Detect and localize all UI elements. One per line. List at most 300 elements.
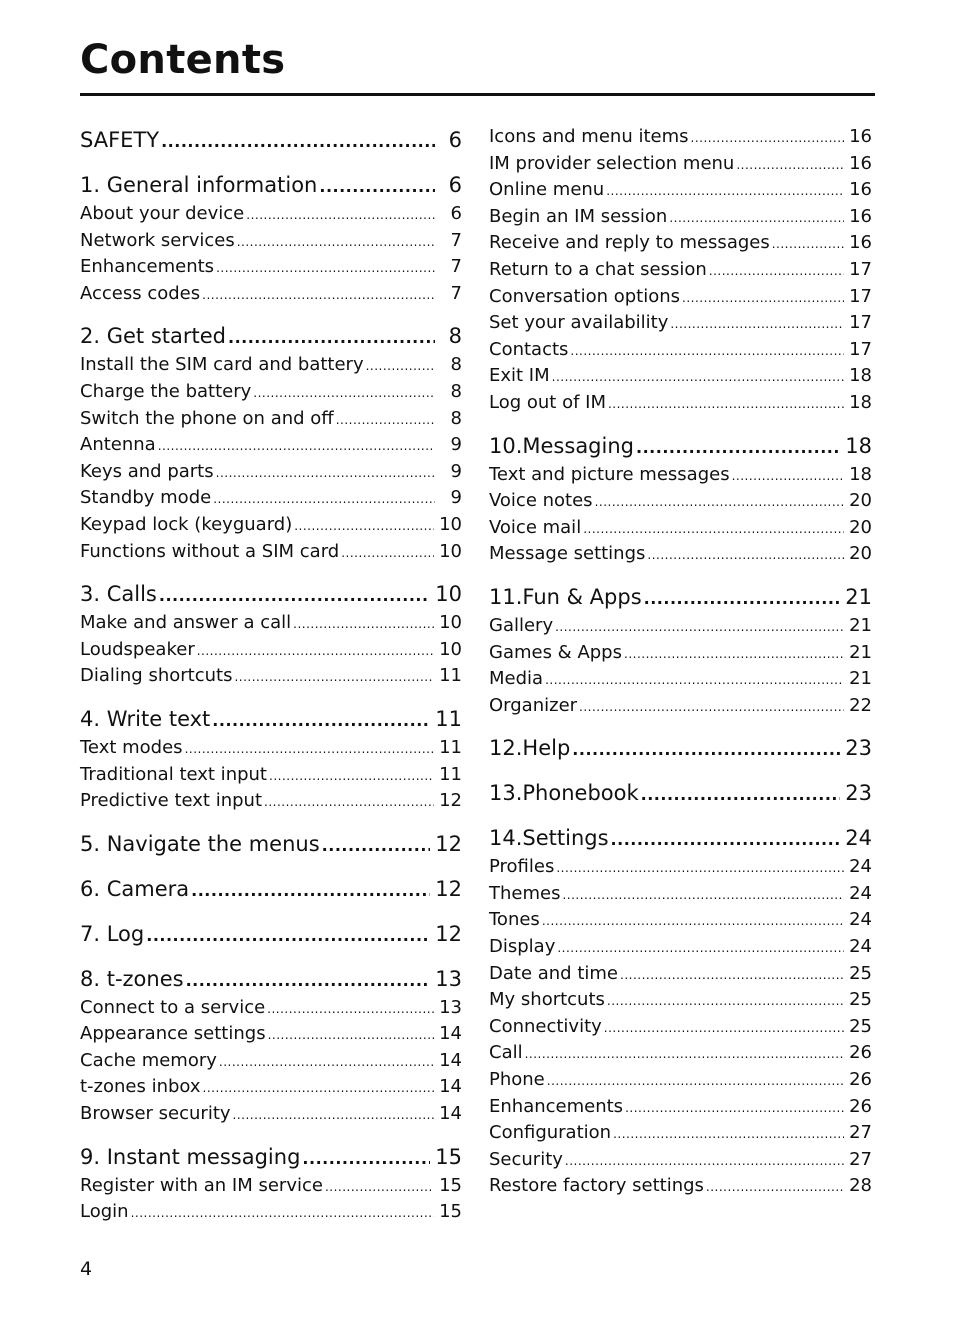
dot-leader	[197, 638, 434, 665]
toc-entry-page: 26	[849, 1069, 872, 1091]
toc-entry-install-the-sim-card-and-battery[interactable]	[80, 352, 462, 379]
toc-entry-label: Install the SIM card and battery	[80, 354, 364, 376]
toc-entry-label: Set your availability	[489, 312, 669, 334]
toc-entry-page: 14	[439, 1049, 462, 1071]
toc-entry-page: 16	[849, 126, 872, 147]
toc-entry-organizer[interactable]	[489, 693, 872, 720]
toc-entry-label: Enhancements	[80, 256, 215, 278]
toc-entry-set-your-availability[interactable]	[489, 310, 872, 337]
toc-entry-conversation-options[interactable]	[489, 284, 872, 311]
toc-entry-page: 15	[439, 1201, 462, 1223]
toc-entry-page: 18	[845, 433, 872, 458]
dot-leader	[613, 1121, 844, 1148]
toc-entry-loudspeaker[interactable]	[80, 637, 462, 664]
dot-leader	[647, 542, 844, 569]
toc-entry-label: Voice notes	[489, 490, 593, 512]
toc-entry-label: Tones	[489, 909, 540, 931]
toc-entry-games-and-apps[interactable]	[489, 640, 872, 667]
toc-entry-page: 23	[845, 736, 872, 761]
toc-entry-enhancements[interactable]	[489, 1094, 872, 1121]
toc-entry-label: 10.Messaging	[489, 433, 634, 458]
dot-leader	[228, 322, 435, 354]
toc-entry-label: Register with an IM service	[80, 1174, 323, 1196]
toc-entry-phone[interactable]	[489, 1067, 872, 1094]
toc-entry-page: 16	[849, 152, 872, 174]
toc-section-9-instant-messaging[interactable]	[80, 1141, 462, 1173]
toc-entry-label: Display	[489, 936, 556, 958]
dot-leader	[555, 614, 844, 641]
toc-section-10-messaging[interactable]	[489, 430, 872, 462]
toc-entry-page: 12	[435, 831, 462, 856]
dot-leader	[131, 1200, 435, 1227]
toc-entry-connect-to-a-service[interactable]	[80, 995, 462, 1022]
toc-entry-label: 4. Write text	[80, 706, 211, 731]
dot-leader	[268, 1022, 435, 1049]
toc-entry-label: 12.Help	[489, 736, 571, 761]
dot-leader	[233, 1102, 435, 1129]
dot-leader	[557, 935, 844, 962]
toc-entry-restore-factory-settings[interactable]	[489, 1173, 872, 1200]
toc-entry-label: Browser security	[80, 1103, 231, 1125]
toc-section-7-log[interactable]	[80, 918, 462, 950]
dot-leader	[341, 540, 434, 567]
toc-entry-label: Date and time	[489, 962, 618, 984]
toc-entry-message-settings[interactable]	[489, 541, 872, 568]
toc-entry-traditional-text-input[interactable]	[80, 762, 462, 789]
toc-entry-dialing-shortcuts[interactable]	[80, 663, 462, 690]
toc-entry-label: Text and picture messages	[489, 463, 730, 485]
dot-leader	[525, 1041, 844, 1068]
dot-leader	[366, 353, 435, 380]
toc-entry-browser-security[interactable]	[80, 1101, 462, 1128]
toc-section-1-general-information[interactable]	[80, 169, 462, 201]
toc-entry-label: 3. Calls	[80, 582, 157, 607]
toc-entry-receive-and-reply-to-messages[interactable]	[489, 230, 872, 257]
toc-entry-label: Return to a chat session	[489, 258, 707, 280]
dot-leader	[709, 258, 844, 285]
toc-entry-page: 17	[849, 258, 872, 280]
dot-leader	[624, 641, 844, 668]
toc-entry-page: 28	[849, 1175, 872, 1197]
toc-entry-page: 23	[845, 781, 872, 806]
dot-leader	[253, 380, 435, 407]
toc-entry-exit-im[interactable]	[489, 363, 872, 390]
toc-entry-page: 26	[849, 1042, 872, 1064]
toc-entry-label: Connectivity	[489, 1015, 602, 1037]
toc-entry-label: Gallery	[489, 614, 554, 636]
toc-entry-page: 11	[435, 706, 462, 731]
dot-leader	[706, 1174, 844, 1201]
toc-entry-label: Log out of IM	[489, 391, 606, 413]
toc-entry-page: 18	[849, 391, 872, 413]
toc-entry-page: 10	[439, 638, 462, 660]
toc-entry-log-out-of-im[interactable]	[489, 390, 872, 417]
dot-leader	[545, 667, 844, 694]
toc-entry-charge-the-battery[interactable]	[80, 379, 462, 406]
toc-entry-security[interactable]	[489, 1147, 872, 1174]
toc-entry-label: Standby mode	[80, 487, 212, 509]
dot-leader	[736, 152, 844, 179]
dot-leader	[606, 178, 844, 205]
toc-entry-label: Make and answer a call	[80, 612, 292, 634]
toc-entry-label: 11.Fun & Apps	[489, 584, 642, 609]
toc-entry-label: 7. Log	[80, 921, 145, 946]
toc-entry-about-your-device[interactable]	[80, 201, 462, 228]
toc-section-12-help[interactable]	[489, 732, 872, 764]
dot-leader	[547, 1068, 844, 1095]
dot-leader	[556, 855, 844, 882]
toc-section-4-write-text[interactable]	[80, 703, 462, 735]
toc-entry-page: 9	[450, 460, 462, 482]
toc-entry-label: Restore factory settings	[489, 1175, 704, 1197]
toc-entry-label: Predictive text input	[80, 790, 262, 812]
dot-leader	[691, 125, 845, 152]
toc-entry-page: 20	[849, 490, 872, 512]
toc-entry-media[interactable]	[489, 666, 872, 693]
dot-leader	[302, 1143, 430, 1175]
toc-entry-my-shortcuts[interactable]	[489, 987, 872, 1014]
dot-leader	[146, 920, 430, 952]
dot-leader	[772, 231, 844, 258]
dot-leader	[269, 763, 434, 790]
toc-entry-label: Message settings	[489, 543, 646, 565]
toc-entry-page: 16	[849, 232, 872, 254]
toc-entry-page: 22	[849, 694, 872, 716]
toc-section-14-settings[interactable]	[489, 822, 872, 854]
toc-entry-date-and-time[interactable]	[489, 961, 872, 988]
toc-entry-page: 12	[435, 921, 462, 946]
dot-leader	[293, 611, 434, 638]
dot-leader	[202, 282, 435, 309]
toc-entry-page: 10	[435, 582, 462, 607]
toc-entry-text-modes[interactable]	[80, 735, 462, 762]
dot-leader	[161, 126, 435, 158]
toc-entry-functions-without-a-sim-card[interactable]	[80, 539, 462, 566]
toc-entry-label: Charge the battery	[80, 380, 252, 402]
title-rule	[80, 93, 875, 96]
toc-entry-page: 20	[849, 543, 872, 565]
toc-entry-label: Switch the phone on and off	[80, 407, 334, 429]
dot-leader	[185, 736, 435, 763]
toc-section-8-t-zones[interactable]	[80, 963, 462, 995]
toc-entry-page: 11	[439, 763, 462, 785]
toc-entry-page: 8	[450, 380, 462, 402]
toc-entry-page: 9	[450, 487, 462, 509]
dot-leader	[644, 583, 841, 615]
dot-leader	[213, 486, 435, 513]
dot-leader	[625, 1095, 844, 1122]
toc-entry-keypad-lock-keyguard[interactable]	[80, 512, 462, 539]
dot-leader	[565, 1148, 844, 1175]
toc-entry-page: 8	[450, 354, 462, 376]
toc-entry-page: 16	[849, 205, 872, 227]
toc-entry-page: 21	[849, 668, 872, 690]
toc-entry-label: Enhancements	[489, 1095, 624, 1117]
toc-entry-page: 24	[849, 936, 872, 958]
toc-section-13-phonebook[interactable]	[489, 777, 872, 809]
dot-leader	[191, 875, 430, 907]
toc-entry-page: 25	[849, 1015, 872, 1037]
dot-leader	[322, 830, 431, 862]
toc-entry-login[interactable]	[80, 1199, 462, 1226]
toc-section-safety[interactable]	[80, 124, 462, 156]
toc-entry-page: 24	[845, 826, 872, 851]
toc-section-3-calls[interactable]	[80, 578, 462, 610]
toc-entry-antenna[interactable]	[80, 432, 462, 459]
toc-entry-label: t-zones inbox	[80, 1076, 201, 1098]
toc-entry-profiles[interactable]	[489, 854, 872, 881]
dot-leader	[542, 908, 844, 935]
dot-leader	[636, 432, 840, 464]
toc-entry-label: Connect to a service	[80, 996, 266, 1018]
toc-entry-label: 13.Phonebook	[489, 781, 639, 806]
toc-entry-display[interactable]	[489, 934, 872, 961]
toc-entry-page: 11	[439, 736, 462, 758]
toc-entry-page: 6	[450, 203, 462, 224]
dot-leader	[216, 255, 435, 282]
toc-entry-label: Online menu	[489, 179, 605, 201]
toc-column-right	[489, 124, 872, 1200]
toc-entry-voice-notes[interactable]	[489, 488, 872, 515]
toc-entry-page: 16	[849, 179, 872, 201]
toc-entry-appearance-settings[interactable]	[80, 1021, 462, 1048]
page-number: 4	[80, 1258, 93, 1280]
toc-entry-page: 6	[448, 173, 462, 197]
toc-section-6-camera[interactable]	[80, 873, 462, 905]
toc-entry-label: 1. General information	[80, 173, 318, 197]
toc-entry-contacts[interactable]	[489, 337, 872, 364]
toc-entry-label: Icons and menu items	[489, 126, 689, 147]
toc-entry-label: 2. Get started	[80, 324, 226, 349]
toc-entry-make-and-answer-a-call[interactable]	[80, 610, 462, 637]
toc-entry-page: 14	[439, 1023, 462, 1045]
toc-entry-page: 21	[849, 614, 872, 636]
dot-leader	[325, 1174, 434, 1201]
dot-leader	[219, 1049, 434, 1076]
toc-entry-page: 12	[439, 790, 462, 812]
toc-column-left	[80, 124, 462, 1226]
toc-entry-label: SAFETY	[80, 128, 160, 152]
toc-entry-label: Contacts	[489, 338, 569, 360]
toc-entry-keys-and-parts[interactable]	[80, 459, 462, 486]
toc-entry-page: 6	[448, 128, 462, 152]
toc-entry-configuration[interactable]	[489, 1120, 872, 1147]
toc-entry-page: 26	[849, 1095, 872, 1117]
dot-leader	[212, 705, 430, 737]
toc-entry-label: My shortcuts	[489, 989, 605, 1011]
dot-leader	[572, 734, 840, 766]
dot-leader	[186, 965, 431, 997]
toc-entry-label: Organizer	[489, 694, 578, 716]
toc-entry-page: 9	[450, 434, 462, 456]
toc-entry-page: 24	[849, 909, 872, 931]
dot-leader	[732, 463, 845, 490]
dot-leader	[234, 664, 434, 691]
toc-entry-label: Cache memory	[80, 1049, 217, 1071]
dot-leader	[604, 1015, 844, 1042]
toc-entry-page: 18	[849, 463, 872, 485]
toc-entry-page: 8	[450, 407, 462, 429]
toc-entry-page: 27	[849, 1148, 872, 1170]
toc-entry-label: Keypad lock (keyguard)	[80, 513, 293, 535]
toc-entry-label: Functions without a SIM card	[80, 540, 340, 562]
toc-entry-page: 10	[439, 612, 462, 634]
toc-entry-label: Themes	[489, 882, 561, 904]
dot-leader	[682, 285, 844, 312]
dot-leader	[216, 460, 435, 487]
dot-leader	[611, 824, 841, 856]
dot-leader	[203, 1075, 435, 1102]
toc-entry-connectivity[interactable]	[489, 1014, 872, 1041]
section-gap	[489, 719, 872, 732]
toc-entry-page: 24	[849, 856, 872, 878]
toc-entry-icons-and-menu-items[interactable]	[489, 124, 872, 151]
toc-entry-page: 10	[439, 513, 462, 535]
toc-entry-label: Conversation options	[489, 285, 681, 307]
dot-leader	[669, 205, 844, 232]
toc-entry-page: 25	[849, 962, 872, 984]
toc-entry-switch-the-phone-on-and-off[interactable]	[80, 406, 462, 433]
toc-entry-label: 14.Settings	[489, 826, 609, 851]
section-gap	[80, 1128, 462, 1141]
toc-entry-label: Dialing shortcuts	[80, 665, 233, 687]
toc-entry-begin-an-im-session[interactable]	[489, 204, 872, 231]
toc-entry-page: 11	[439, 665, 462, 687]
toc-entry-label: Configuration	[489, 1122, 612, 1144]
dot-leader	[237, 229, 435, 256]
toc-entry-label: Access codes	[80, 282, 201, 304]
section-gap	[80, 815, 462, 828]
dot-leader	[158, 433, 435, 460]
toc-entry-standby-mode[interactable]	[80, 485, 462, 512]
toc-entry-label: About your device	[80, 203, 245, 224]
toc-entry-page: 15	[439, 1174, 462, 1196]
toc-entry-page: 8	[448, 324, 462, 349]
dot-leader	[159, 580, 430, 612]
toc-entry-text-and-picture-messages[interactable]	[489, 462, 872, 489]
toc-entry-label: Begin an IM session	[489, 205, 668, 227]
toc-entry-page: 27	[849, 1122, 872, 1144]
toc-entry-label: 9. Instant messaging	[80, 1144, 301, 1169]
toc-entry-cache-memory[interactable]	[80, 1048, 462, 1075]
toc-entry-online-menu[interactable]	[489, 177, 872, 204]
toc-entry-gallery[interactable]	[489, 613, 872, 640]
toc-entry-page: 21	[849, 641, 872, 663]
toc-entry-access-codes[interactable]	[80, 281, 462, 308]
toc-entry-page: 7	[450, 256, 462, 278]
toc-entry-page: 13	[435, 966, 462, 991]
toc-entry-voice-mail[interactable]	[489, 515, 872, 542]
toc-entry-page: 20	[849, 516, 872, 538]
page-title: Contents	[80, 37, 286, 83]
toc-entry-label: 8. t-zones	[80, 966, 184, 991]
toc-entry-page: 15	[435, 1144, 462, 1169]
toc-entry-enhancements[interactable]	[80, 254, 462, 281]
toc-section-2-get-started[interactable]	[80, 320, 462, 352]
toc-entry-label: Network services	[80, 229, 235, 251]
toc-entry-label: Loudspeaker	[80, 638, 195, 660]
toc-entry-label: Appearance settings	[80, 1023, 266, 1045]
section-gap	[489, 417, 872, 430]
toc-entry-page: 24	[849, 882, 872, 904]
toc-entry-label: Traditional text input	[80, 763, 267, 785]
toc-entry-page: 12	[435, 876, 462, 901]
toc-entry-page: 25	[849, 989, 872, 1011]
toc-entry-network-services[interactable]	[80, 228, 462, 255]
toc-entry-label: Exit IM	[489, 365, 550, 387]
toc-entry-page: 7	[450, 282, 462, 304]
toc-entry-label: Receive and reply to messages	[489, 232, 770, 254]
toc-entry-return-to-a-chat-session[interactable]	[489, 257, 872, 284]
toc-entry-label: Call	[489, 1042, 523, 1064]
toc-entry-page: 21	[845, 584, 872, 609]
toc-entry-label: Phone	[489, 1069, 545, 1091]
dot-leader	[595, 489, 845, 516]
toc-entry-im-provider-selection-menu[interactable]	[489, 151, 872, 178]
toc-entry-register-with-an-im-service[interactable]	[80, 1173, 462, 1200]
dot-leader	[670, 311, 844, 338]
toc-entry-label: Text modes	[80, 736, 183, 758]
toc-entry-label: Login	[80, 1201, 129, 1223]
section-gap	[489, 568, 872, 581]
toc-entry-page: 7	[450, 229, 462, 251]
toc-entry-t-zones-inbox[interactable]	[80, 1074, 462, 1101]
dot-leader	[641, 779, 841, 811]
toc-section-11-fun-and-apps[interactable]	[489, 581, 872, 613]
dot-leader	[264, 789, 434, 816]
toc-entry-label: Antenna	[80, 434, 156, 456]
dot-leader	[336, 407, 435, 434]
toc-entry-label: Keys and parts	[80, 460, 214, 482]
toc-entry-label: Profiles	[489, 856, 555, 878]
toc-entry-tones[interactable]	[489, 907, 872, 934]
dot-leader	[246, 202, 435, 229]
toc-entry-label: 6. Camera	[80, 876, 190, 901]
toc-entry-page: 14	[439, 1103, 462, 1125]
dot-leader	[607, 988, 844, 1015]
dot-leader	[570, 338, 844, 365]
dot-leader	[608, 391, 844, 418]
toc-entry-page: 14	[439, 1076, 462, 1098]
toc-entry-page: 17	[849, 312, 872, 334]
dot-leader	[294, 513, 434, 540]
toc-entry-label: Games & Apps	[489, 641, 622, 663]
dot-leader	[267, 996, 434, 1023]
dot-leader	[579, 694, 844, 721]
toc-entry-call[interactable]	[489, 1040, 872, 1067]
toc-section-5-navigate-the-menus[interactable]	[80, 828, 462, 860]
toc-entry-label: Voice mail	[489, 516, 582, 538]
toc-entry-label: 5. Navigate the menus	[80, 831, 320, 856]
dot-leader	[562, 882, 844, 909]
toc-entry-page: 17	[849, 338, 872, 360]
dot-leader	[583, 516, 844, 543]
toc-entry-page: 18	[849, 365, 872, 387]
section-gap	[80, 565, 462, 578]
toc-entry-page: 17	[849, 285, 872, 307]
dot-leader	[620, 962, 844, 989]
toc-entry-themes[interactable]	[489, 881, 872, 908]
dot-leader	[552, 364, 844, 391]
section-gap	[80, 307, 462, 320]
toc-entry-label: IM provider selection menu	[489, 152, 735, 174]
dot-leader	[319, 171, 435, 203]
section-gap	[80, 690, 462, 703]
toc-entry-label: Media	[489, 668, 544, 690]
toc-entry-page: 13	[439, 996, 462, 1018]
toc-entry-page: 10	[439, 540, 462, 562]
toc-entry-predictive-text-input[interactable]	[80, 788, 462, 815]
